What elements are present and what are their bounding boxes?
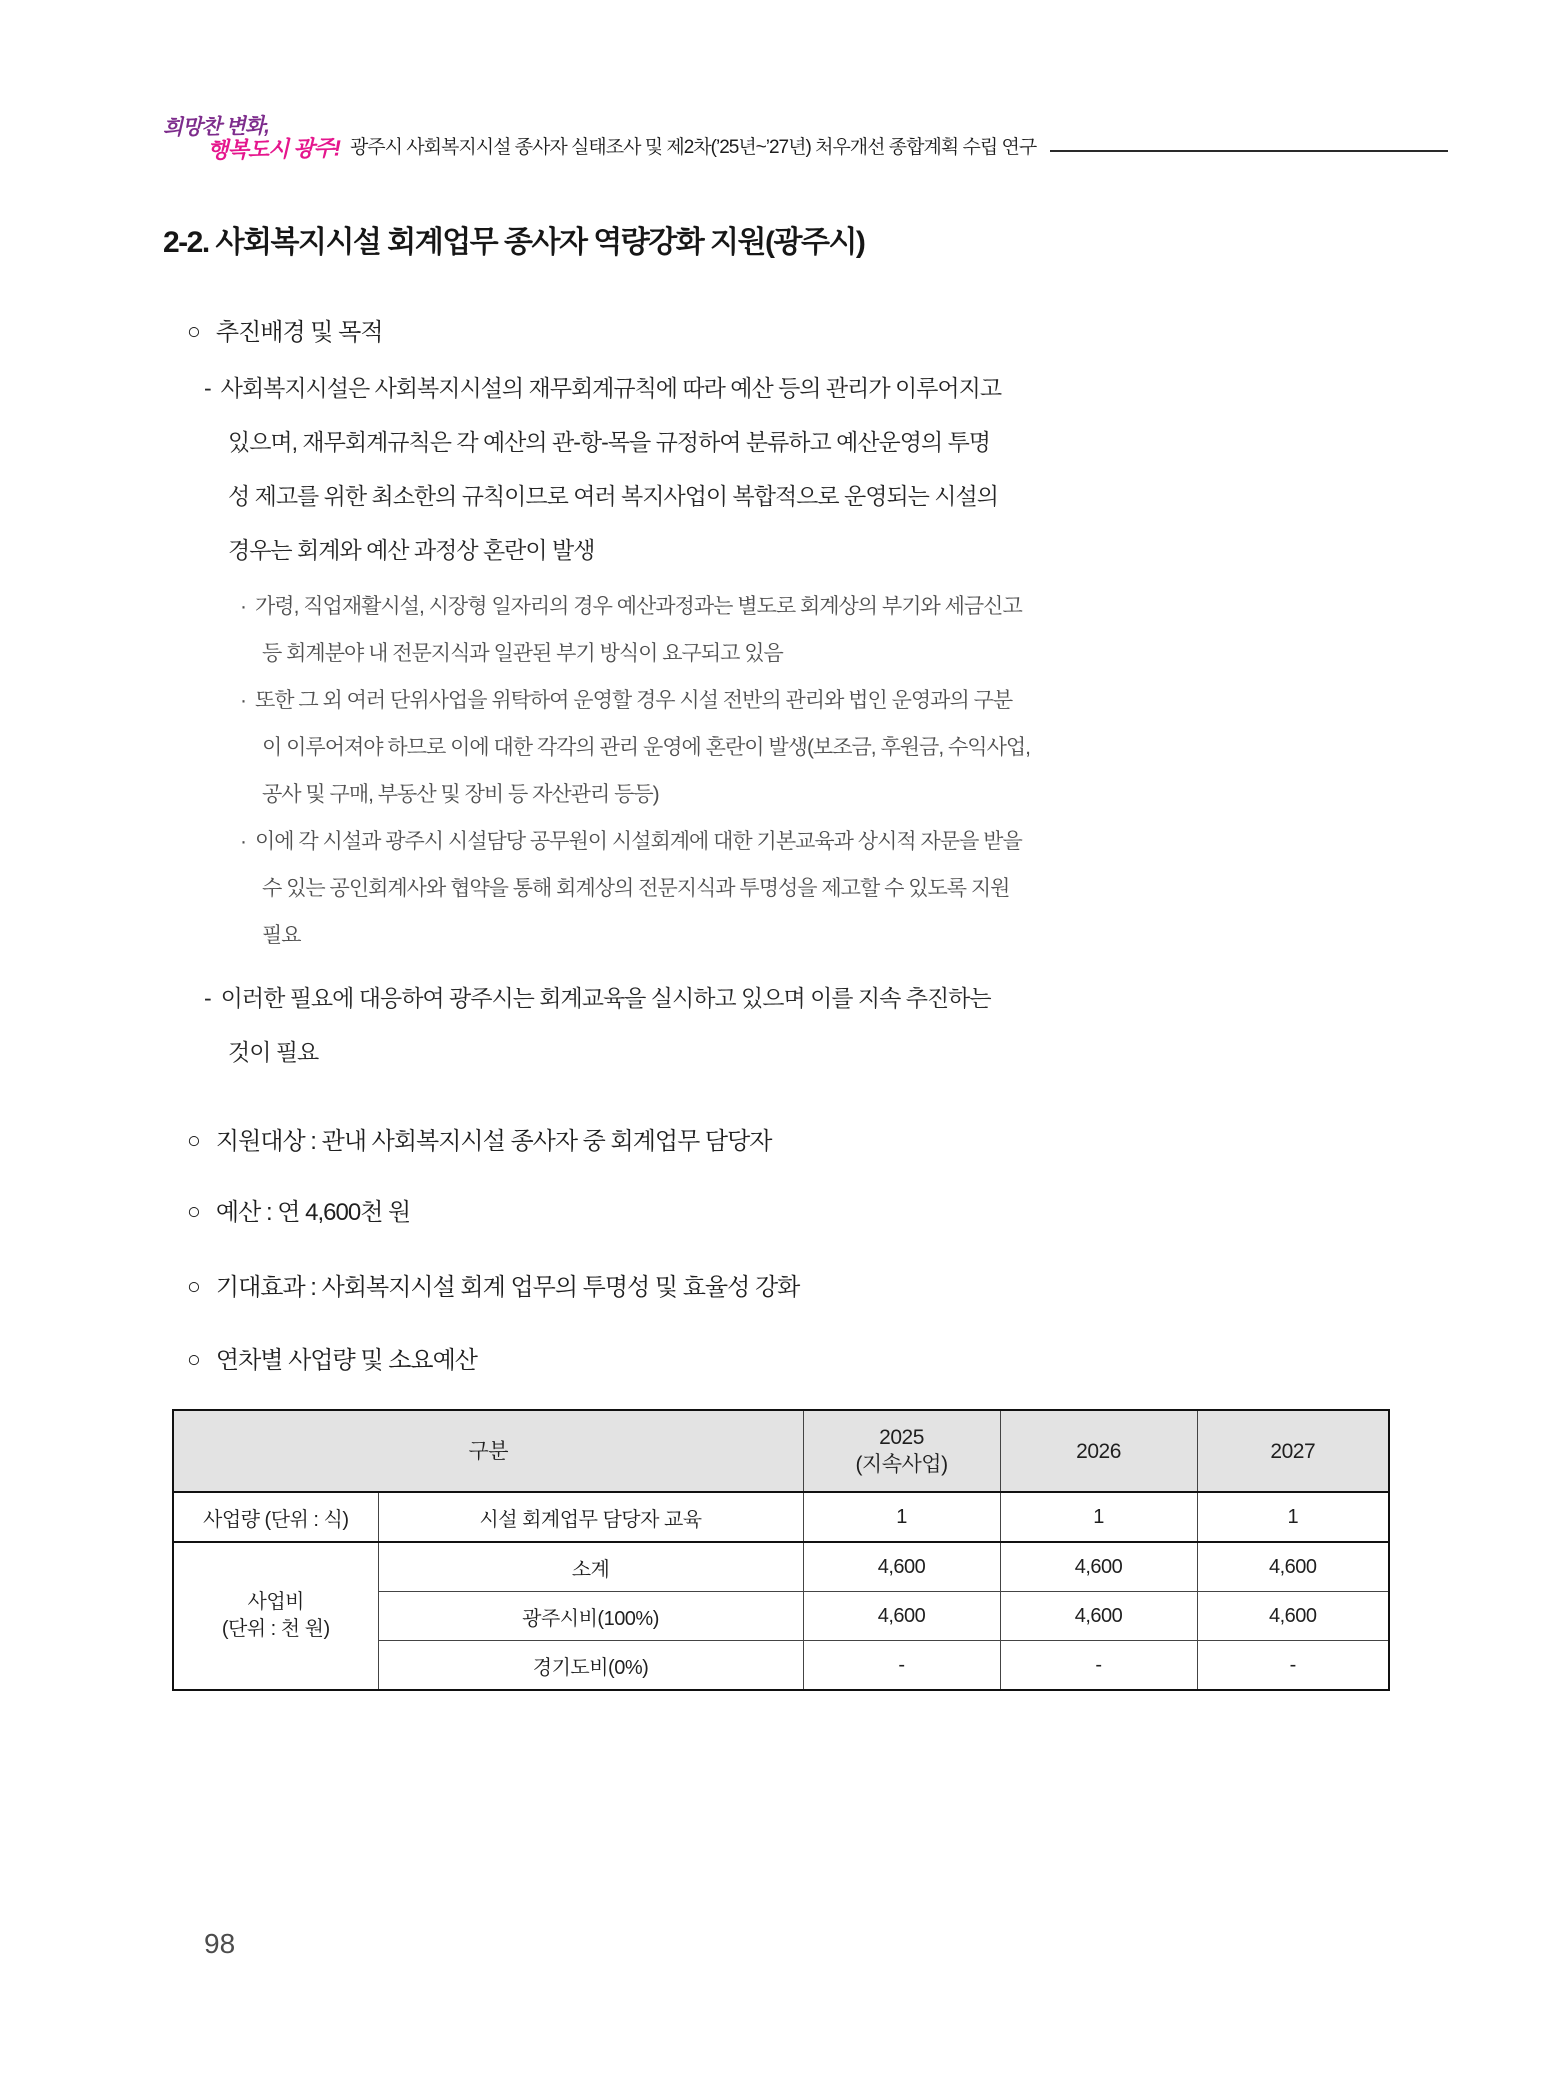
cell-value-2026: 4,600 (1000, 1592, 1197, 1641)
cell-item: 소계 (378, 1542, 803, 1592)
cell-value-2027: 4,600 (1197, 1592, 1389, 1641)
heading-expected-effect (163, 1271, 1448, 1304)
cell-item: 시설 회계업무 담당자 교육 (378, 1492, 803, 1542)
heading-label: 추진배경 및 목적 (215, 319, 383, 346)
circle-bullet-icon: ○ (187, 318, 200, 344)
text-line-content: 이러한 필요에 대응하여 광주시는 회계교육을 실시하고 있으며 이를 지속 추진하는 (220, 985, 991, 1011)
text-line: 수 있는 공인회계사와 협약을 통해 회계상의 전문지식과 투명성을 제고할 수 있도록 지원 (262, 877, 1010, 900)
heading-label: 연차별 사업량 및 소요예산 (215, 1347, 477, 1374)
text-line: 등 회계분야 내 전문지식과 일관된 부기 방식이 요구되고 있음 (262, 642, 783, 665)
heading-yearly-plan (163, 1344, 1448, 1377)
header-cell-gubun: 구분 (173, 1410, 803, 1492)
dot-bullet-icon: · (240, 595, 246, 618)
cell-value-2025: - (803, 1641, 1000, 1691)
logo-slogan-line1: 희망찬 변화, (162, 114, 270, 140)
header-cell-2025 (803, 1410, 1000, 1492)
header-2025-year: 2025 (879, 1426, 924, 1449)
header-cell-2027: 2027 (1197, 1410, 1389, 1492)
cost-category-line1: 사업비 (247, 1591, 304, 1613)
dash-paragraph-2 (163, 971, 1448, 1079)
cost-category-line2: (단위 : 천 원) (221, 1618, 330, 1640)
text-line-content: 가령, 직업재활시설, 시장형 일자리의 경우 예산과정과는 별도로 회계상의 부기와 세금신고 (255, 595, 1022, 618)
cell-category: 사업량 (단위 : 식) (173, 1492, 378, 1542)
header-rule (1050, 150, 1448, 152)
text-line (163, 583, 1448, 630)
cell-item: 광주시비(100%) (378, 1592, 803, 1641)
table-row-subtotal (173, 1542, 1389, 1592)
yearly-budget-table (172, 1409, 1390, 1691)
header-2025-note: (지속사업) (855, 1453, 948, 1476)
text-line: 필요 (262, 924, 301, 947)
text-line: 이 이루어져야 하므로 이에 대한 각각의 관리 운영에 혼란이 발생(보조금, 후원금, 수익사업, (262, 736, 1030, 759)
dot-bullet-list (163, 583, 1448, 959)
cell-value-2025: 4,600 (803, 1542, 1000, 1592)
gwangju-city-logo (163, 114, 341, 163)
heading-label: 지원대상 : 관내 사회복지시설 종사자 중 회계업무 담당자 (215, 1128, 772, 1155)
circle-bullet-icon: ○ (187, 1346, 200, 1372)
cell-value-2025: 1 (803, 1492, 1000, 1542)
text-line-content: 이에 각 시설과 광주시 시설담당 공무원이 시설회계에 대한 기본교육과 상시적 자문을 받을 (255, 830, 1022, 853)
cell-item: 경기도비(0%) (378, 1641, 803, 1691)
cell-value-2027: 1 (1197, 1492, 1389, 1542)
table-header-row (173, 1410, 1389, 1492)
text-line: 것이 필요 (228, 1039, 319, 1065)
running-head-title: 광주시 사회복지시설 종사자 실태조사 및 제2차(’25년~’27년) 처우개선 종합계획 수립 연구 (349, 137, 1037, 158)
cell-cost-category (173, 1542, 378, 1690)
cell-value-2026: 4,600 (1000, 1542, 1197, 1592)
text-line (163, 361, 1448, 415)
cell-value-2027: - (1197, 1641, 1389, 1691)
circle-bullet-icon: ○ (187, 1198, 200, 1224)
page-header (163, 116, 1448, 162)
dash-bullet-icon: - (204, 375, 211, 401)
cell-value-2027: 4,600 (1197, 1542, 1389, 1592)
text-line: 있으며, 재무회계규칙은 각 예산의 관-항-목을 규정하여 분류하고 예산운영의 투명 (228, 429, 991, 455)
cell-value-2026: 1 (1000, 1492, 1197, 1542)
dot-bullet-icon: · (240, 830, 246, 853)
circle-bullet-icon: ○ (187, 1127, 200, 1153)
header-cell-2026: 2026 (1000, 1410, 1197, 1492)
circle-bullet-icon: ○ (187, 1273, 200, 1299)
cell-value-2025: 4,600 (803, 1592, 1000, 1641)
heading-budget (163, 1196, 1448, 1229)
logo-slogan-line2: 행복도시 광주! (206, 135, 341, 163)
text-line (163, 677, 1448, 724)
dash-paragraph-1 (163, 361, 1448, 577)
dot-bullet-icon: · (240, 689, 246, 712)
heading-support-target (163, 1125, 1448, 1158)
text-line-content: 또한 그 외 여러 단위사업을 위탁하여 운영할 경우 시설 전반의 관리와 법인 운영과의 구분 (255, 689, 1013, 712)
text-line: 경우는 회계와 예산 과정상 혼란이 발생 (228, 537, 595, 563)
page-number: 98 (204, 1928, 236, 1959)
text-line: 성 제고를 위한 최소한의 규칙이므로 여러 복지사업이 복합적으로 운영되는 시설의 (228, 483, 998, 509)
text-line (163, 971, 1448, 1025)
heading-label: 기대효과 : 사회복지시설 회계 업무의 투명성 및 효율성 강화 (215, 1274, 800, 1301)
text-line (163, 818, 1448, 865)
text-line: 공사 및 구매, 부동산 및 장비 등 자산관리 등등) (262, 783, 659, 806)
heading-label: 예산 : 연 4,600천 원 (215, 1199, 411, 1226)
page-title: 2-2. 사회복지시설 회계업무 종사자 역량강화 지원(광주시) (163, 226, 865, 259)
dash-bullet-icon: - (204, 985, 211, 1011)
cell-value-2026: - (1000, 1641, 1197, 1691)
text-line-content: 사회복지시설은 사회복지시설의 재무회계규칙에 따라 예산 등의 관리가 이루어지고 (220, 375, 1002, 401)
table-row-quantity (173, 1492, 1389, 1542)
heading-background-purpose (163, 316, 1448, 349)
